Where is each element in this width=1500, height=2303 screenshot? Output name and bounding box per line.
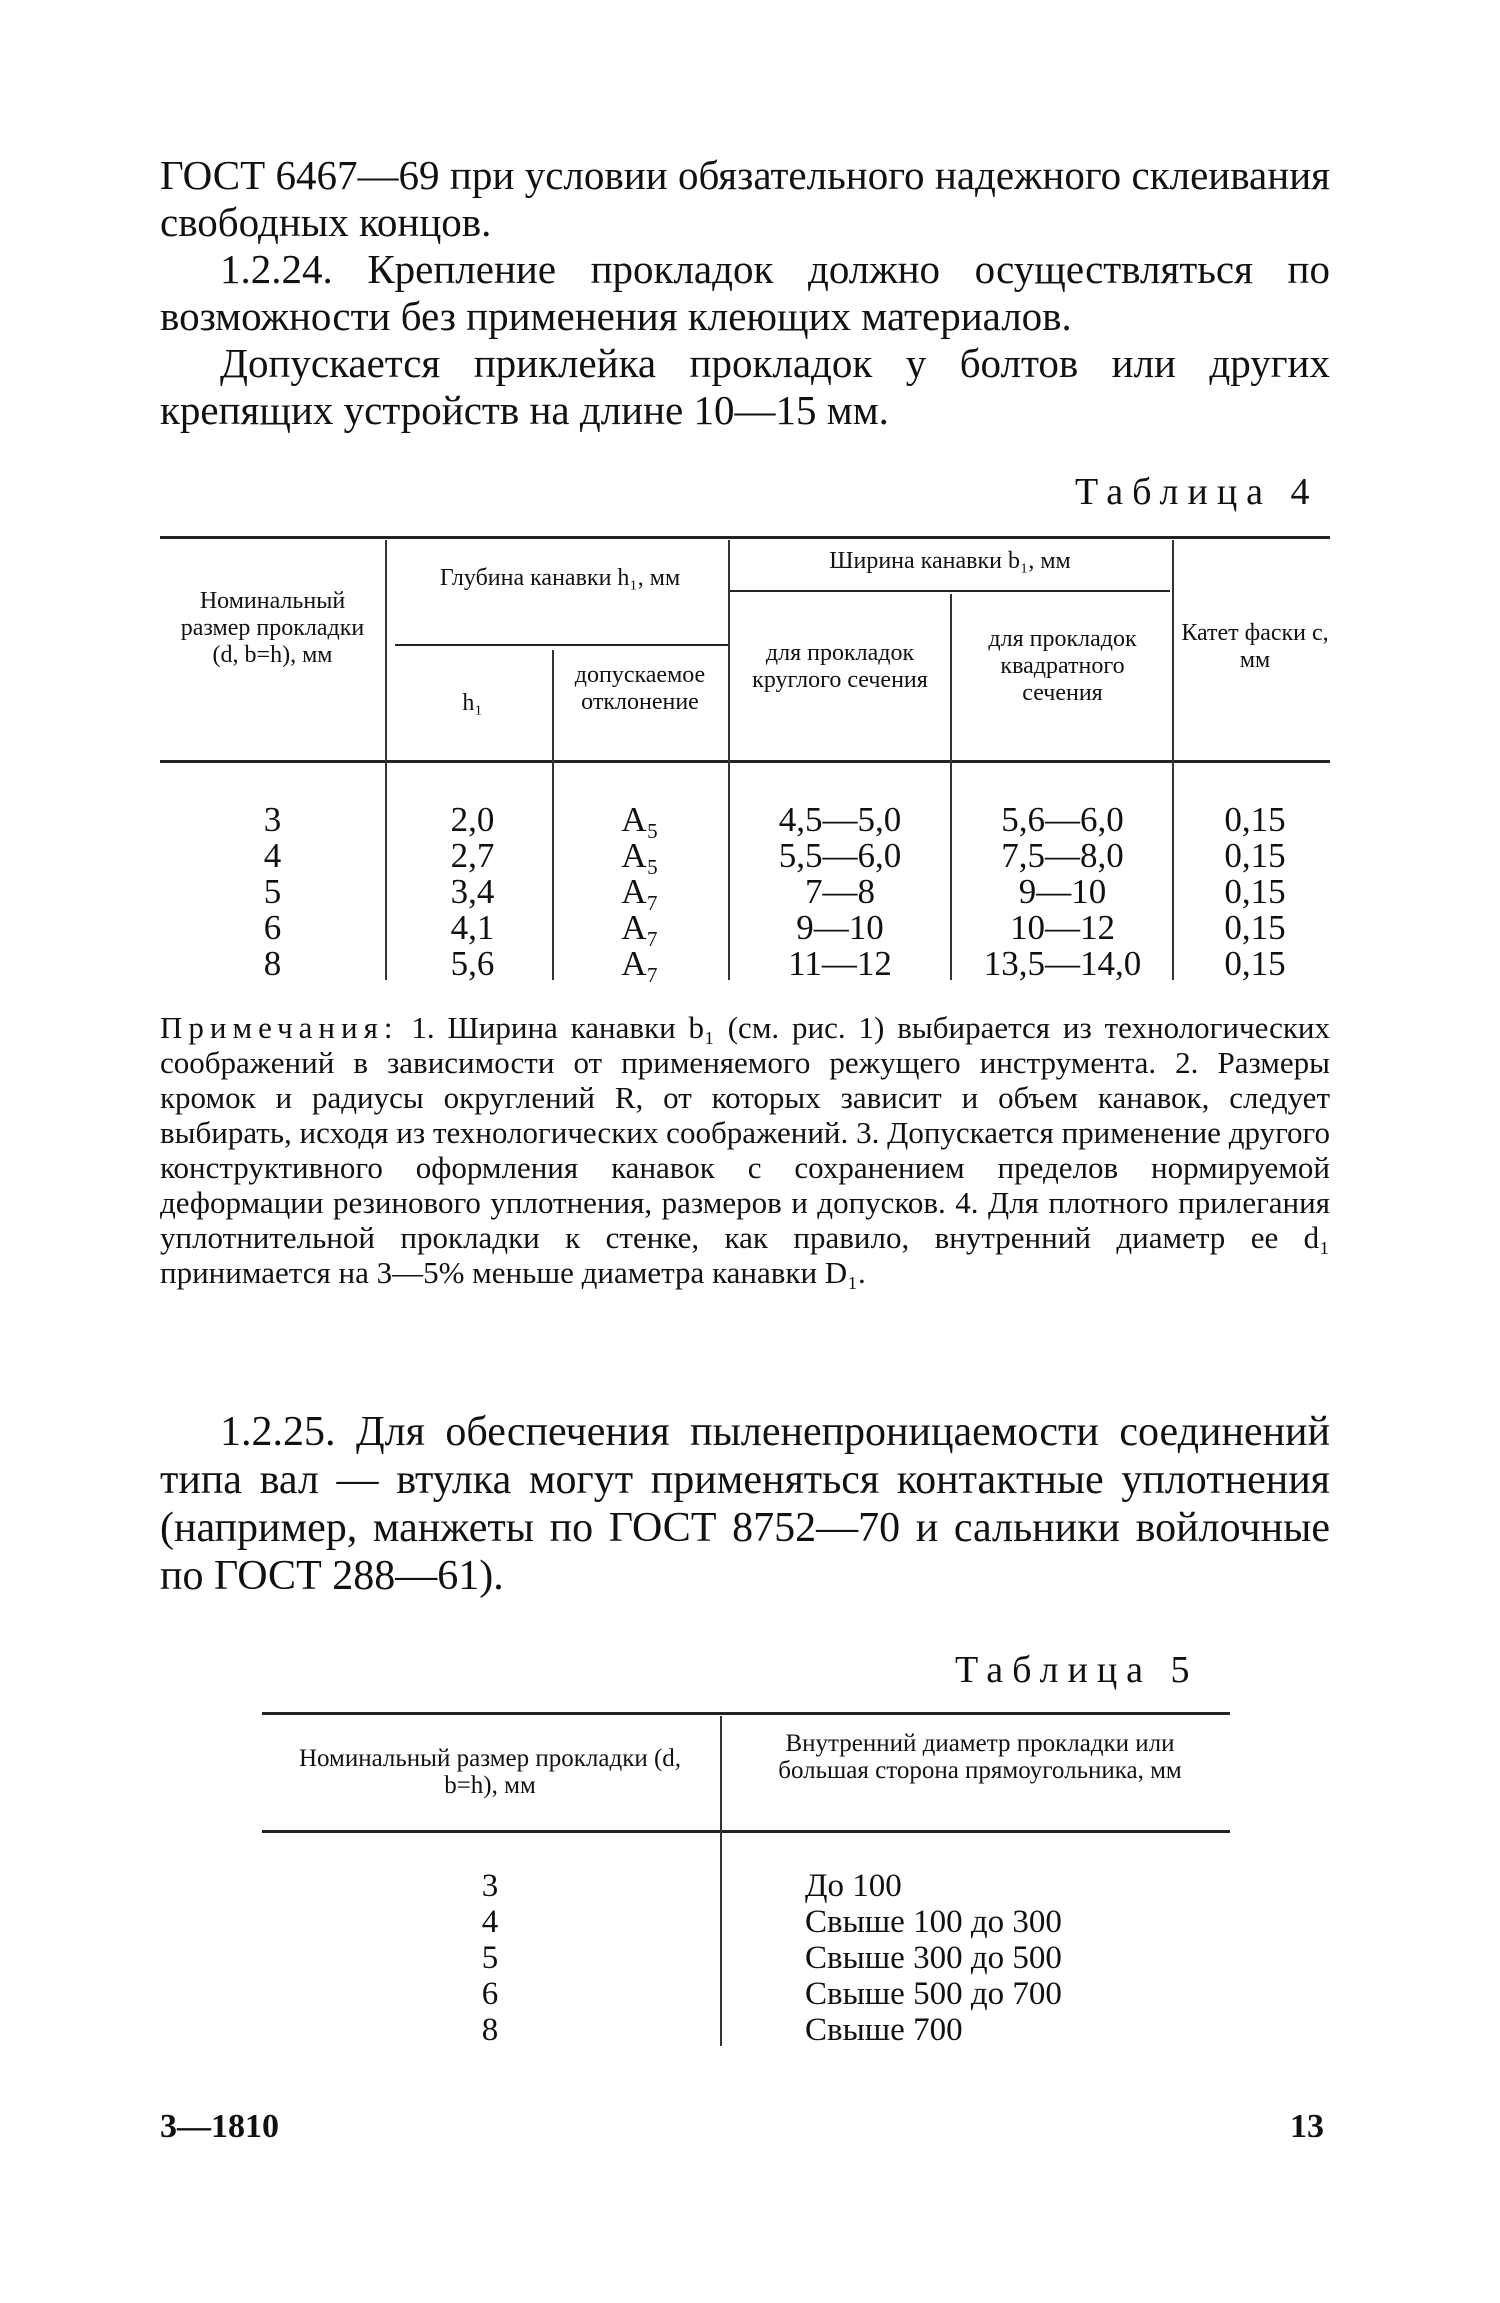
table4-col-divider: [385, 540, 387, 980]
table4-col-divider: [1172, 540, 1174, 980]
table5-top-rule: [262, 1712, 1230, 1715]
table4-cell-square: 13,5—14,0: [983, 944, 1142, 983]
table5-cell-value: До 100: [805, 1868, 902, 1904]
table4-cell-tolerance: A₅: [621, 836, 659, 875]
table5-cell-size: 5: [481, 1940, 499, 1976]
table4-cell-square: 9—10: [1018, 872, 1107, 911]
table4-cell-chamfer: 0,15: [1224, 800, 1286, 839]
table5-cell-value: Свыше 700: [805, 2012, 963, 2048]
table4-header-round: для прокладок круглого сечения: [752, 640, 928, 693]
table4-depth-subrule: [395, 644, 730, 646]
table4-cell-h1: 5,6: [450, 944, 495, 983]
table4-cell-round: 9—10: [796, 908, 884, 947]
table5-header-inner: Внутренний диаметр прокладки или большая сторона прямоугольника, мм: [778, 1730, 1182, 1784]
table5-cell-value: Свыше 500 до 700: [805, 1976, 1062, 2012]
table5-cell-size: 3: [481, 1868, 499, 1904]
table4-cell-h1: 2,7: [450, 836, 495, 875]
table4-cell-size: 8: [263, 944, 282, 983]
table4-cell-chamfer: 0,15: [1224, 872, 1286, 911]
table4-cell-size: 5: [263, 872, 282, 911]
table4-cell-tolerance: A₇: [621, 908, 659, 947]
table4-cell-chamfer: 0,15: [1224, 836, 1286, 875]
table5-cell-value: Свыше 300 до 500: [805, 1940, 1062, 1976]
table4-cell-h1: 2,0: [450, 800, 495, 839]
paragraph-1-2-24: 1.2.24. Крепление прокладок должно осуществляться по возможности без применения клеющих материалов.: [160, 246, 1330, 339]
table4-top-rule: [160, 536, 1330, 539]
table4-cell-tolerance: A₇: [621, 944, 659, 983]
table5-cell-size: 4: [481, 1904, 499, 1940]
table4-cell-size: 3: [263, 800, 282, 839]
table4-header-square: для прокладок квадратного сечения: [988, 626, 1137, 706]
notes-label: Примечания:: [160, 1010, 399, 1045]
table4-cell-size: 4: [263, 836, 282, 875]
table4-cell-tolerance: A₅: [621, 800, 659, 839]
table5-cell-size: 8: [481, 2012, 499, 2048]
table4-header-tolerance: допускаемое отклонение: [574, 662, 706, 715]
table4-caption: Таблица 4: [1075, 471, 1319, 513]
table4-cell-chamfer: 0,15: [1224, 944, 1286, 983]
notes-text: 1. Ширина канавки b₁ (см. рис. 1) выбирается из технологических соображений в зависимости от применяемого режущего инструмента. 2. Размеры кромок и радиусы округлений R, от которых зависит и объем канавок, следует выбирать, исходя из технологических соображений. 3. Допускается применение другого конструктивного оформления канавок с сохранением пределов нормируемой деформации резинового уплотнения, размеров и допусков. 4. Для плотного прилегания уплотнительной прокладки к стенке, как правило, внутренний диаметр ее d₁ принимается на 3—5% меньше диаметра канавки D₁.: [160, 1010, 1331, 1290]
table5-cell-size: 6: [481, 1976, 499, 2012]
table5-cell-value: Свыше 100 до 300: [805, 1904, 1062, 1940]
table5-caption: Таблица 5: [955, 1649, 1199, 1691]
table4-cell-round: 4,5—5,0: [778, 800, 902, 839]
table4-header-depth: Глубина канавки h₁, мм: [439, 565, 681, 591]
table5-header-nominal: Номинальный размер прокладки (d, b=h), мм: [298, 1745, 682, 1799]
table4-header-rule: [160, 760, 1330, 763]
table4-width-subrule: [730, 590, 1170, 592]
table4-cell-h1: 4,1: [450, 908, 495, 947]
table5-header-rule: [262, 1830, 1230, 1833]
table4-cell-chamfer: 0,15: [1224, 908, 1286, 947]
table5-col-divider: [720, 1716, 722, 2046]
paragraph-glue: Допускается приклейка прокладок у болтов или других крепящих устройств на длине 10—15 мм.: [160, 340, 1330, 433]
paragraph-1-2-25: 1.2.25. Для обеспечения пыленепроницаемости соединений типа вал — втулка могут применяться контактные уплотнения (например, манжеты по ГОСТ 8752—70 и сальники войлочные по ГОСТ 288—61).: [160, 1409, 1330, 1599]
table4-cell-h1: 3,4: [450, 872, 495, 911]
table4-cell-round: 5,5—6,0: [778, 836, 902, 875]
table4-col-divider: [728, 540, 730, 980]
table4-col-divider: [950, 594, 952, 980]
table4-cell-tolerance: A₇: [621, 872, 659, 911]
table4-header-width: Ширина канавки b₁, мм: [829, 548, 1071, 574]
intro-paragraph: ГОСТ 6467—69 при условии обязательного надежного склеивания свободных концов.: [160, 152, 1330, 245]
table4-col-divider: [552, 650, 554, 980]
table4-notes: [160, 1010, 1330, 1290]
page-number: 13: [1290, 2108, 1324, 2145]
table4-cell-square: 5,6—6,0: [1001, 800, 1124, 839]
footer-signature: 3—1810: [160, 2108, 279, 2145]
table4-header-chamfer: Катет фаски c, мм: [1181, 620, 1329, 673]
table4-cell-square: 7,5—8,0: [1001, 836, 1124, 875]
table4-header-nominal: Номинальный размер прокладки (d, b=h), мм: [180, 588, 365, 668]
table4-cell-round: 11—12: [788, 944, 892, 983]
table4-cell-size: 6: [263, 908, 282, 947]
table4-header-h1: h₁: [462, 690, 483, 716]
table4-cell-round: 7—8: [805, 872, 875, 911]
table4-cell-square: 10—12: [1010, 908, 1115, 947]
